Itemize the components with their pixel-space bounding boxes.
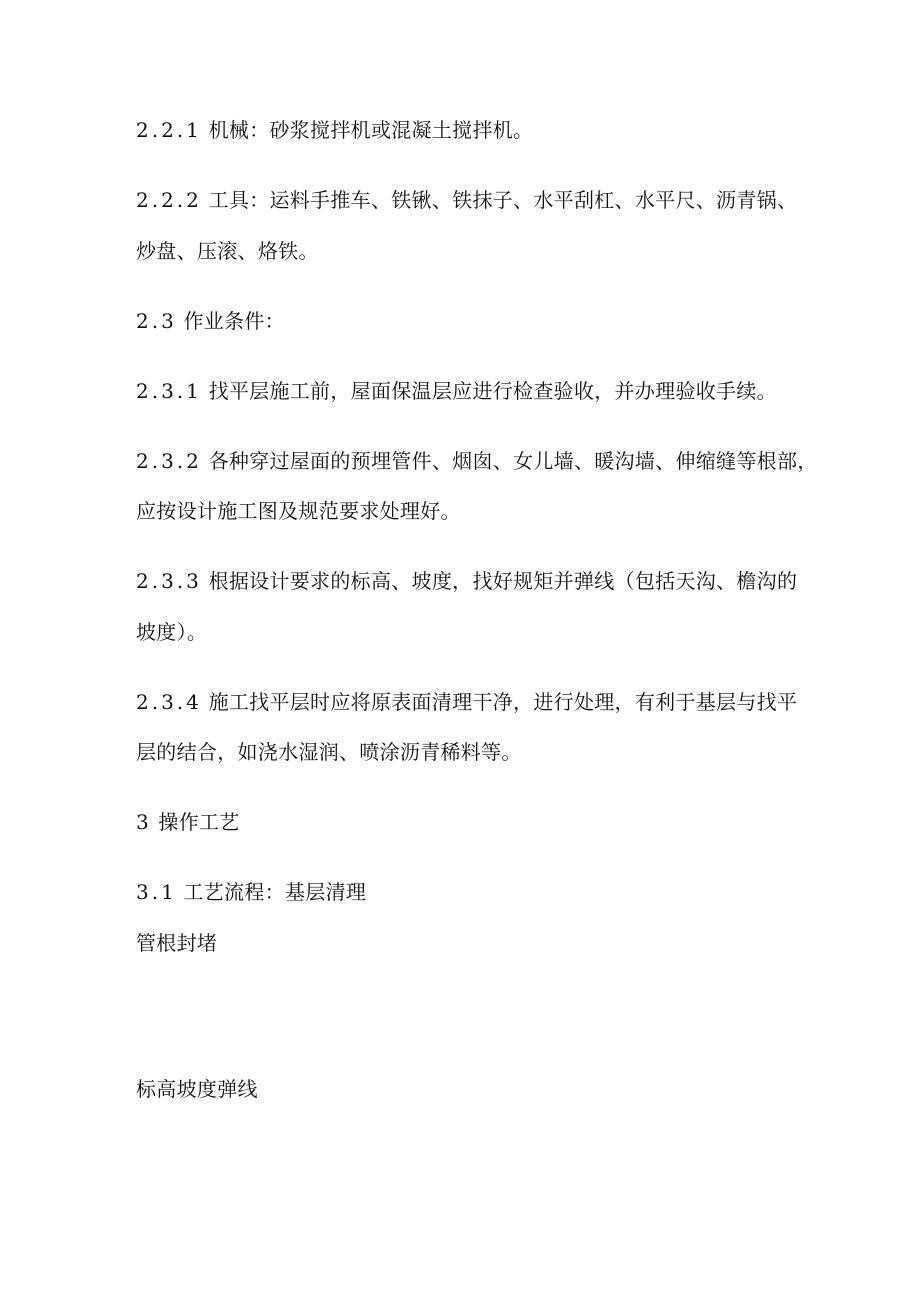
paragraph-2-3 (136, 309, 285, 333)
paragraph-2-3-4 (136, 690, 797, 714)
heading-3 (136, 810, 240, 834)
section-number: 2.2.2 (136, 188, 202, 212)
paragraph-text: 工具：运料手推车、铁锹、铁抹子、水平刮杠、水平尺、沥青锅、 (208, 188, 798, 212)
paragraph-2-3-4-continuation: 层的结合，如浇水湿润、喷涂沥青稀料等。 (136, 740, 522, 764)
paragraph-2-3-1 (136, 379, 777, 403)
paragraph-2-3-3-continuation: 坡度）。 (136, 620, 208, 644)
paragraph-3-1 (136, 880, 366, 904)
paragraph-text: 作业条件： (183, 309, 285, 333)
paragraph-2-3-2 (136, 449, 818, 473)
paragraph-2-3-3 (136, 569, 797, 593)
section-number: 2.3.1 (136, 379, 202, 403)
paragraph-2-2-2-continuation: 炒盘、压滚、烙铁。 (136, 239, 319, 263)
paragraph-text: 工艺流程：基层清理 (183, 880, 367, 904)
paragraph-text: 找平层施工前，屋面保温层应进行检查验收，并办理验收手续。 (208, 379, 777, 403)
paragraph-text: 根据设计要求的标高、坡度，找好规矩并弹线（包括天沟、檐沟的 (208, 569, 798, 593)
paragraph-2-2-1 (136, 118, 533, 142)
section-number: 2.3.2 (136, 449, 202, 473)
heading-text: 操作工艺 (158, 810, 240, 834)
section-number: 2.3.4 (136, 690, 202, 714)
section-number: 2.3 (136, 309, 177, 333)
flow-step: 管根封堵 (136, 931, 218, 955)
section-number: 3 (136, 810, 152, 834)
paragraph-text: 机械：砂浆搅拌机或混凝土搅拌机。 (208, 118, 534, 142)
flow-step: 标高坡度弹线 (136, 1077, 258, 1101)
paragraph-text: 施工找平层时应将原表面清理干净，进行处理，有利于基层与找平 (208, 690, 798, 714)
section-number: 2.3.3 (136, 569, 202, 593)
paragraph-2-2-2 (136, 188, 797, 212)
section-number: 2.2.1 (136, 118, 202, 142)
paragraph-2-3-2-continuation: 应按设计施工图及规范要求处理好。 (136, 499, 461, 523)
paragraph-text: 各种穿过屋面的预埋管件、烟囱、女儿墙、暖沟墙、伸缩缝等根部， (208, 449, 818, 473)
section-number: 3.1 (136, 880, 177, 904)
